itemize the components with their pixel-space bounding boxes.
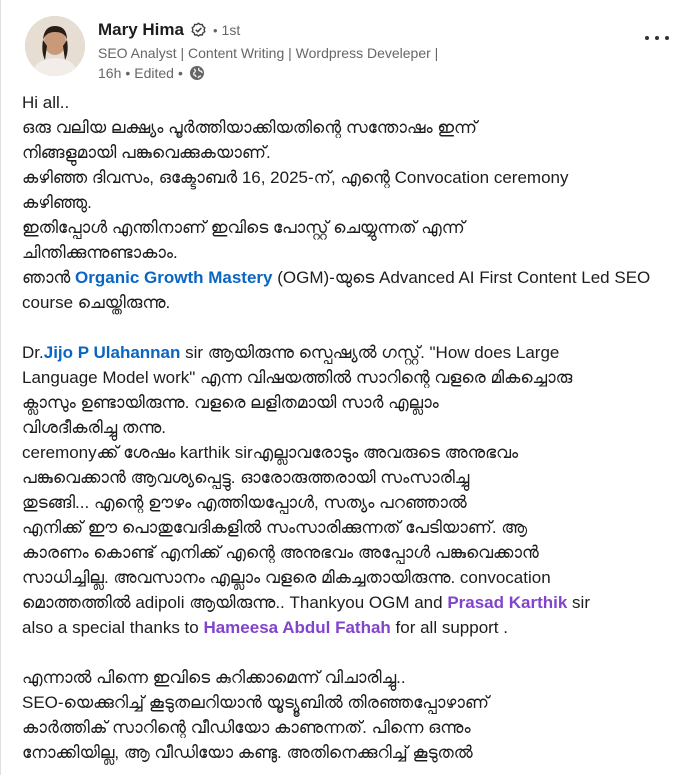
separator-dot: • (177, 65, 183, 81)
post-line: course ചെയ്തിരുന്നു. (22, 293, 171, 312)
post-line (22, 340, 662, 365)
post-line: എന്നാൽ പിന്നെ ഇവിടെ കുറിക്കാമെന്ന് വിചാരിച്ചു.. (22, 668, 406, 687)
post-line: തുടങ്ങി... എന്റെ ഊഴം എത്തിയപ്പോൾ, സത്യം പറഞ്ഞാൽ (22, 493, 467, 512)
avatar[interactable] (25, 16, 85, 76)
post-text: ഞാൻ (22, 268, 76, 287)
post-line: Hi all.. (22, 93, 70, 112)
post-line: ക്ലാസും ഉണ്ടായിരുന്നു. വളരെ ലളിതമായി സാർ എല്ലാം (22, 393, 439, 412)
post-line: കഴിഞ്ഞു. (22, 193, 92, 212)
post-line: ചിന്തിക്കുന്നുണ്ടാകാം. (22, 243, 178, 262)
post-line: പങ്കുവെക്കാൻ ആവശ്യപ്പെട്ടു. ഓരോരുത്തരായി സംസാരിച്ചു (22, 468, 470, 487)
edited-label: Edited (134, 65, 174, 81)
post-timestamp (98, 63, 438, 83)
post-text: sir ആയിരുന്നു സ്പെഷ്യൽ ഗസ്റ്റ്. "How does Large (180, 343, 560, 362)
mention-organic-growth-mastery[interactable]: Organic Growth Mastery (75, 268, 273, 287)
separator-dot: • (125, 65, 131, 81)
post-line: എനിക്ക് ഈ പൊതുവേദികളിൽ സംസാരിക്കുന്നത് പേടിയാണ്. ആ (22, 518, 528, 537)
verified-badge-icon (190, 22, 207, 39)
post-line: കഴിഞ്ഞ ദിവസം, ഒക്ടോബർ 16, 2025-ന്, എന്റെ Convocation ceremony (22, 168, 569, 187)
paragraph-gap (22, 640, 662, 665)
post-text: (OGM)-യുടെ Advanced AI First Content Led SEO (272, 268, 651, 287)
more-options-icon[interactable] (645, 30, 669, 46)
post-line: സാധിച്ചില്ല. അവസാനം എല്ലാം വളരെ മികച്ചതായിരുന്നു. convocation (22, 568, 551, 587)
post-text: also a special thanks to (22, 618, 204, 637)
post-text: മൊത്തത്തിൽ adipoli ആയിരുന്നു.. Thankyou OGM and (22, 593, 448, 612)
post-line: ഒരു വലിയ ലക്ഷ്യം പൂർത്തിയാക്കിയതിന്റെ സന്തോഷം ഇന്ന് (22, 118, 477, 137)
post-line: Language Model work" എന്ന വിഷയത്തിൽ സാറിന്റെ വളരെ മികച്ചൊരു (22, 368, 573, 387)
post-line: SEO-യെക്കുറിച്ച് കൂടുതലറിയാൻ യൂട്യൂബിൽ തിരഞ്ഞപ്പോഴാണ് (22, 693, 489, 712)
connection-degree: 1st (221, 22, 241, 38)
separator-dot: • (212, 22, 218, 38)
post-line: വിശദീകരിച്ചു തന്നു. (22, 418, 167, 437)
post-header (25, 16, 683, 84)
mention-prasad-karthik[interactable]: Prasad Karthik (447, 593, 568, 612)
post-text: for all support . (390, 618, 508, 637)
post-text: sir (567, 593, 590, 612)
mention-hameesa-abdul-fathah[interactable]: Hameesa Abdul Fathah (203, 618, 391, 637)
post-line: കാരണം കൊണ്ട് എനിക്ക് എന്റെ അനുഭവം അപ്പോൾ പങ്കുവെക്കാൻ (22, 543, 539, 562)
globe-icon (189, 65, 205, 81)
post-line: കാർത്തിക് സാറിന്റെ വീഡിയോ കാണുന്നത്. പിന്നെ ഒന്നും (22, 718, 471, 737)
post-body (22, 90, 662, 765)
author-headline: SEO Analyst | Content Writing | Wordpress Develeper | (98, 45, 439, 61)
author-name[interactable]: Mary Hima (98, 20, 184, 39)
mention-jijo-p-ulahannan[interactable]: Jijo P Ulahannan (43, 343, 181, 362)
post-text: Dr. (22, 343, 44, 362)
post-line (22, 590, 662, 615)
post-line (22, 615, 662, 640)
post-line: നോക്കിയില്ല, ആ വീഡിയോ കണ്ടു. അതിനെക്കുറിച്ച് കൂടുതൽ (22, 743, 473, 762)
post-line: ceremonyക്ക് ശേഷം karthik sirഎല്ലാവരോടും അവരുടെ അനുഭവം (22, 443, 519, 462)
paragraph-gap (22, 315, 662, 340)
author-meta (98, 18, 438, 83)
post-line: ഇതിപ്പോൾ എന്തിനാണ് ഇവിടെ പോസ്റ്റ് ചെയ്യുന്നത് എന്ന് (22, 218, 465, 237)
post-time: 16h (98, 65, 122, 81)
post-line: നിങ്ങളുമായി പങ്കുവെക്കുകയാണ്. (22, 143, 271, 162)
post-line (22, 265, 662, 290)
